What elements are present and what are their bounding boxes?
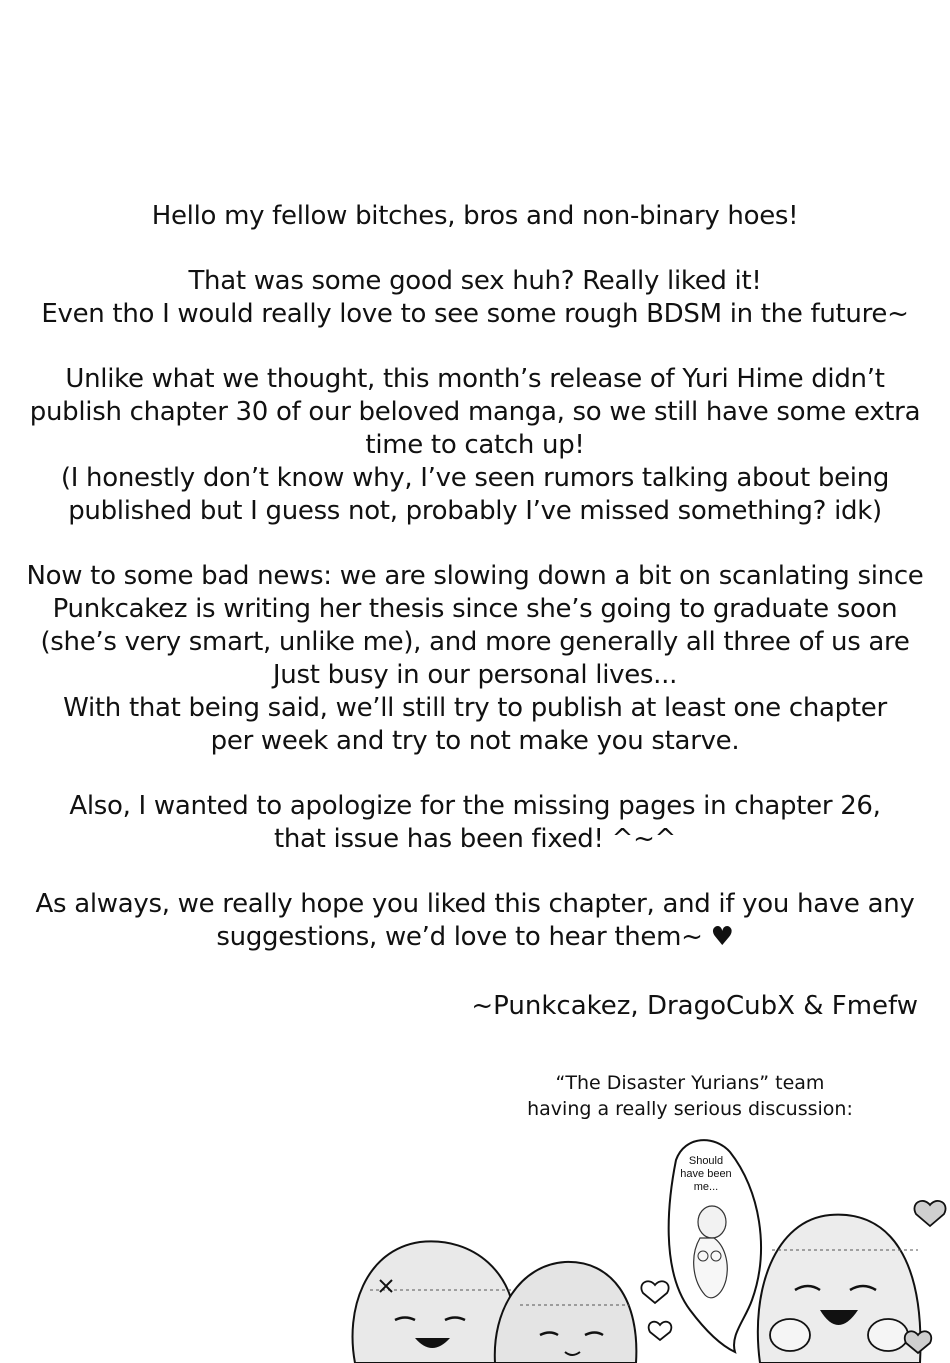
paragraph-greeting [20,200,930,233]
text-line: publish chapter 30 of our beloved manga, so we still have some extra [29,397,921,427]
paragraph-release [20,363,930,528]
illustration-caption [505,1070,875,1122]
heart-icon [641,1281,668,1303]
text-line: With that being said, we’ll still try to publish at least one chapter [63,693,887,723]
team-illustration [0,1130,950,1363]
paragraph-reaction [20,265,930,331]
caption-line: having a really serious discussion: [527,1098,853,1120]
heart-icon [649,1322,672,1340]
paragraph-closing [20,888,930,954]
text-line: suggestions, we’d love to hear them~ ♥ [216,922,734,952]
text-line: published but I guess not, probably I’ve missed something? idk) [68,496,882,526]
text-line: That was some good sex huh? Really liked it! [188,266,762,296]
text-line: time to catch up! [365,430,585,460]
bubble-line: Should [688,1155,724,1167]
character-middle [495,1262,637,1363]
text-line: Also, I wanted to apologize for the missing pages in chapter 26, [69,791,881,821]
text-line: that issue has been fixed! ^~^ [273,824,677,854]
text-line: Punkcakez is writing her thesis since she’s going to graduate soon [52,594,898,624]
text-line: Unlike what we thought, this month’s release of Yuri Hime didn’t [65,364,885,394]
text-line: Hello my fellow bitches, bros and non-binary hoes! [151,201,799,231]
text-line: As always, we really hope you liked this chapter, and if you have any [35,889,915,919]
caption-line: “The Disaster Yurians” team [555,1072,825,1094]
bubble-line: me... [693,1181,719,1193]
text-line: (she’s very smart, unlike me), and more generally all three of us are [40,627,910,657]
signature: ~Punkcakez, DragoCubX & Fmefw [471,991,918,1021]
bubble-line: have been [680,1168,732,1180]
text-line: per week and try to not make you starve. [210,726,740,756]
text-line: Even tho I would really love to see some rough BDSM in the future~ [41,299,909,329]
text-line: Now to some bad news: we are slowing down a bit on scanlating since [26,561,924,591]
text-line: Just busy in our personal lives... [272,660,678,690]
letter-body [20,200,930,986]
paragraph-bad-news [20,560,930,758]
text-line: (I honestly don’t know why, I’ve seen rumors talking about being [60,463,890,493]
character-right [758,1215,921,1363]
paragraph-apology [20,790,930,856]
heart-icon [914,1201,945,1226]
speech-bubble [669,1140,761,1352]
